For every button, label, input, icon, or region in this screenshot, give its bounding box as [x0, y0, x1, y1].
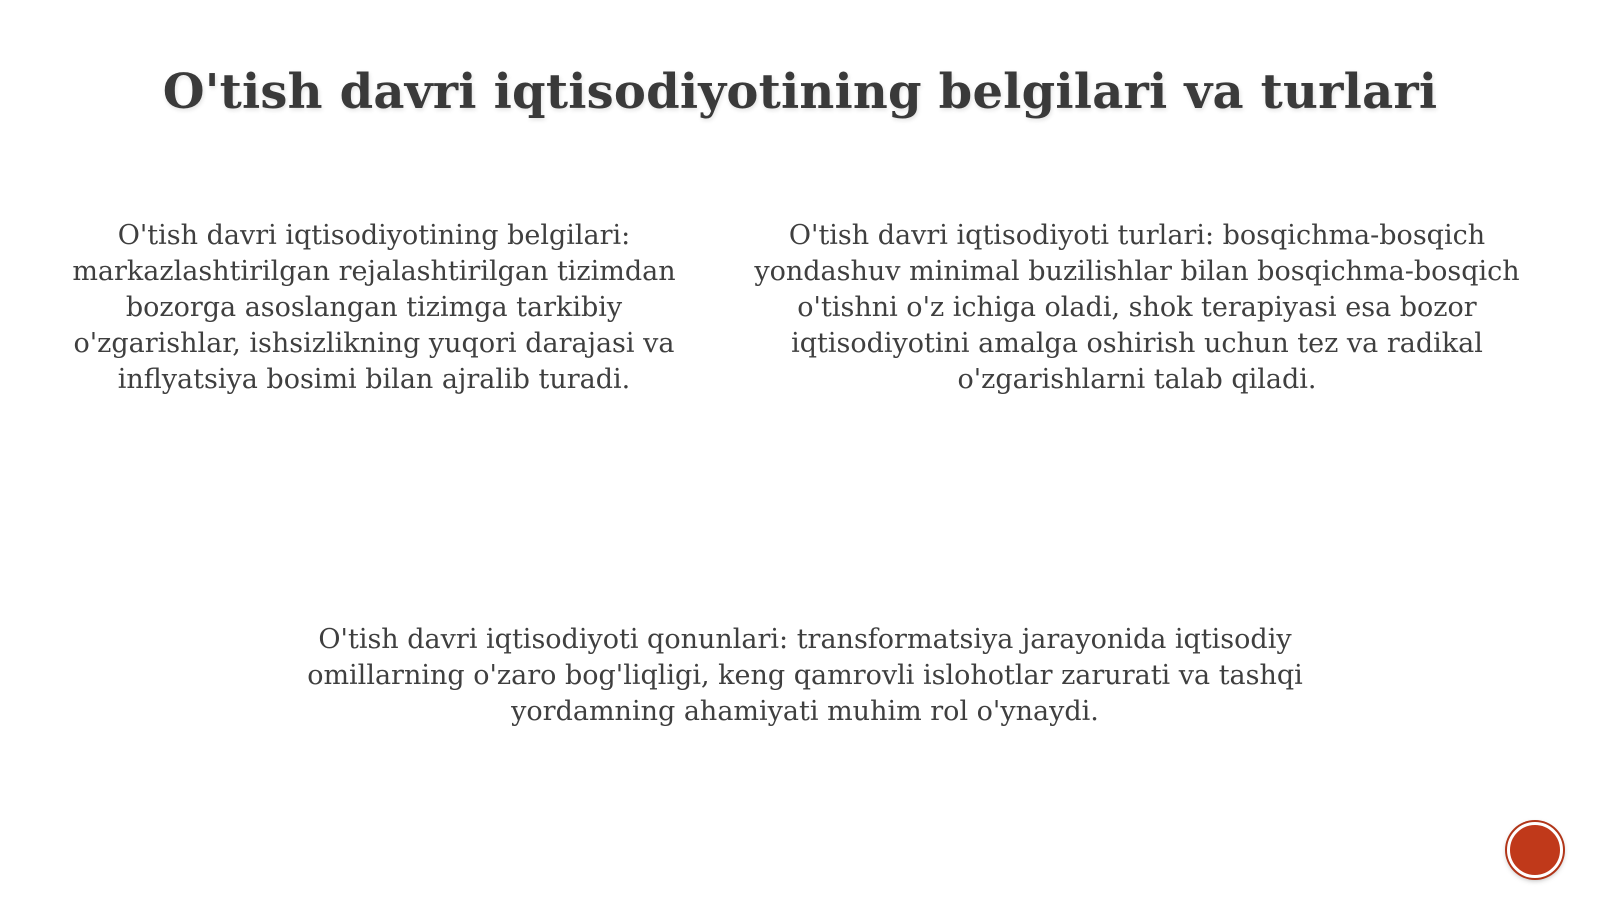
slide-title: O'tish davri iqtisodiyotining belgilari va turlari	[162, 64, 1438, 120]
text-block-left: O'tish davri iqtisodiyotining belgilari: markazlashtirilgan rejalashtirilgan tizimdan bozorga asoslangan tizimga tarkibiy o'zgarishlar, ishsizlikning yuqori darajasi va inflyatsiya bosimi bilan ajralib turadi.	[72, 220, 676, 395]
text-block-right: O'tish davri iqtisodiyoti turlari: bosqichma-bosqich yondashuv minimal buzilishlar bilan bosqichma-bosqich o'tishni o'z ichiga oladi, shok terapiyasi esa bozor iqtisodiyotini amalga oshirish uchun tez va radikal o'zgarishlarni talab qiladi.	[754, 220, 1520, 395]
circle-button-icon[interactable]	[1507, 822, 1563, 878]
text-block-bottom: O'tish davri iqtisodiyoti qonunlari: transformatsiya jarayonida iqtisodiy omillarning o'zaro bog'liqligi, keng qamrovli islohotlar zarurati va tashqi yordamning ahamiyati muhim rol o'ynaydi.	[307, 624, 1303, 727]
